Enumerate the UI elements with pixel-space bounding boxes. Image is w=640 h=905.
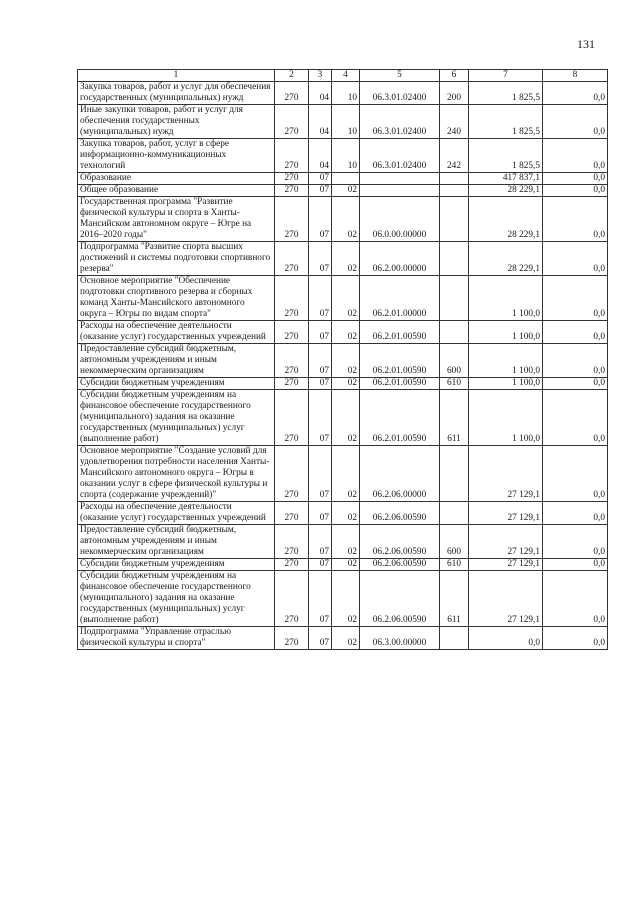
amount-year1-cell: 1 825,5 xyxy=(469,105,543,139)
table-row xyxy=(78,378,608,390)
budget-table xyxy=(77,69,608,650)
subsection-code-cell: 02 xyxy=(332,390,360,446)
subsection-code-cell: 02 xyxy=(332,321,360,344)
ministry-code-cell: 270 xyxy=(275,242,309,276)
header-col-6: 6 xyxy=(440,70,469,82)
expense-type-cell: 242 xyxy=(440,139,469,173)
expense-type-cell xyxy=(440,185,469,197)
expense-type-cell xyxy=(440,321,469,344)
expense-type-cell: 611 xyxy=(440,390,469,446)
expense-type-cell xyxy=(440,242,469,276)
item-name-cell: Государственная программа "Развитие физической культуры и спорта в Ханты-Мансийском автономном округе – Югре на 2016–2020 годы" xyxy=(78,197,275,242)
section-code-cell: 07 xyxy=(309,559,332,571)
subsection-code-cell: 02 xyxy=(332,502,360,525)
target-article-cell: 06.2.01.00590 xyxy=(360,378,440,390)
table-row xyxy=(78,242,608,276)
target-article-cell: 06.0.00.00000 xyxy=(360,197,440,242)
amount-year1-cell: 27 129,1 xyxy=(469,446,543,502)
target-article-cell xyxy=(360,173,440,185)
item-name-cell: Общее образование xyxy=(78,185,275,197)
item-name-cell: Закупка товаров, работ, услуг в сфере информационно-коммуникационных технологий xyxy=(78,139,275,173)
ministry-code-cell: 270 xyxy=(275,105,309,139)
subsection-code-cell: 10 xyxy=(332,105,360,139)
table-header xyxy=(78,70,608,82)
amount-year1-cell: 1 100,0 xyxy=(469,321,543,344)
amount-year2-cell: 0,0 xyxy=(543,197,608,242)
item-name-cell: Иные закупки товаров, работ и услуг для обеспечения государственных (муниципальных) нужд xyxy=(78,105,275,139)
amount-year2-cell: 0,0 xyxy=(543,502,608,525)
target-article-cell: 06.2.06.00590 xyxy=(360,502,440,525)
section-code-cell: 07 xyxy=(309,344,332,378)
amount-year2-cell: 0,0 xyxy=(543,559,608,571)
target-article-cell: 06.2.06.00590 xyxy=(360,571,440,627)
ministry-code-cell: 270 xyxy=(275,571,309,627)
page-number: 131 xyxy=(577,37,595,51)
table-row xyxy=(78,139,608,173)
item-name-cell: Основное мероприятие "Создание условий для удовлетворения потребности населения Ханты-Мансийского автономного округа – Югры в оказании услуг в сфере физической культуры и спорта (содержание учреждений)" xyxy=(78,446,275,502)
section-code-cell: 04 xyxy=(309,105,332,139)
expense-type-cell: 610 xyxy=(440,378,469,390)
amount-year2-cell: 0,0 xyxy=(543,82,608,105)
expense-type-cell: 600 xyxy=(440,525,469,559)
ministry-code-cell: 270 xyxy=(275,344,309,378)
subsection-code-cell: 02 xyxy=(332,276,360,321)
ministry-code-cell: 270 xyxy=(275,627,309,650)
amount-year2-cell: 0,0 xyxy=(543,242,608,276)
amount-year1-cell: 1 825,5 xyxy=(469,139,543,173)
table-row xyxy=(78,502,608,525)
table-row xyxy=(78,82,608,105)
amount-year2-cell: 0,0 xyxy=(543,378,608,390)
item-name-cell: Закупка товаров, работ и услуг для обеспечения государственных (муниципальных) нужд xyxy=(78,82,275,105)
item-name-cell: Основное мероприятие "Обеспечение подготовки спортивного резерва и сборных команд Ханты-Мансийского автономного округа – Югры по видам спорта" xyxy=(78,276,275,321)
section-code-cell: 07 xyxy=(309,627,332,650)
table-row xyxy=(78,105,608,139)
expense-type-cell xyxy=(440,197,469,242)
amount-year1-cell: 1 825,5 xyxy=(469,82,543,105)
table-row xyxy=(78,559,608,571)
table-row xyxy=(78,525,608,559)
item-name-cell: Расходы на обеспечение деятельности (оказание услуг) государственных учреждений xyxy=(78,321,275,344)
amount-year2-cell: 0,0 xyxy=(543,105,608,139)
header-col-3: 3 xyxy=(309,70,332,82)
ministry-code-cell: 270 xyxy=(275,185,309,197)
amount-year1-cell: 27 129,1 xyxy=(469,571,543,627)
amount-year2-cell: 0,0 xyxy=(543,571,608,627)
table-body xyxy=(78,82,608,650)
target-article-cell: 06.2.06.00000 xyxy=(360,446,440,502)
amount-year1-cell: 1 100,0 xyxy=(469,276,543,321)
subsection-code-cell: 02 xyxy=(332,344,360,378)
target-article-cell: 06.3.01.02400 xyxy=(360,105,440,139)
table-row xyxy=(78,571,608,627)
amount-year1-cell: 0,0 xyxy=(469,627,543,650)
amount-year1-cell: 1 100,0 xyxy=(469,378,543,390)
subsection-code-cell: 10 xyxy=(332,82,360,105)
expense-type-cell xyxy=(440,446,469,502)
subsection-code-cell: 02 xyxy=(332,378,360,390)
ministry-code-cell: 270 xyxy=(275,321,309,344)
header-col-1: 1 xyxy=(78,70,275,82)
expense-type-cell: 240 xyxy=(440,105,469,139)
expense-type-cell xyxy=(440,627,469,650)
section-code-cell: 07 xyxy=(309,525,332,559)
section-code-cell: 07 xyxy=(309,502,332,525)
header-col-4: 4 xyxy=(332,70,360,82)
section-code-cell: 07 xyxy=(309,173,332,185)
subsection-code-cell: 10 xyxy=(332,139,360,173)
item-name-cell: Расходы на обеспечение деятельности (оказание услуг) государственных учреждений xyxy=(78,502,275,525)
ministry-code-cell: 270 xyxy=(275,173,309,185)
item-name-cell: Подпрограмма "Развитие спорта высших достижений и системы подготовки спортивного резерва" xyxy=(78,242,275,276)
ministry-code-cell: 270 xyxy=(275,559,309,571)
ministry-code-cell: 270 xyxy=(275,502,309,525)
target-article-cell: 06.2.06.00590 xyxy=(360,559,440,571)
section-code-cell: 07 xyxy=(309,321,332,344)
section-code-cell: 07 xyxy=(309,185,332,197)
subsection-code-cell: 02 xyxy=(332,197,360,242)
ministry-code-cell: 270 xyxy=(275,390,309,446)
header-col-7: 7 xyxy=(469,70,543,82)
amount-year2-cell: 0,0 xyxy=(543,173,608,185)
subsection-code-cell: 02 xyxy=(332,446,360,502)
target-article-cell: 06.2.06.00590 xyxy=(360,525,440,559)
table-row xyxy=(78,321,608,344)
header-col-8: 8 xyxy=(543,70,608,82)
amount-year2-cell: 0,0 xyxy=(543,390,608,446)
target-article-cell: 06.2.01.00590 xyxy=(360,321,440,344)
item-name-cell: Подпрограмма "Управление отраслью физической культуры и спорта" xyxy=(78,627,275,650)
expense-type-cell xyxy=(440,276,469,321)
target-article-cell: 06.3.01.02400 xyxy=(360,139,440,173)
target-article-cell: 06.2.01.00000 xyxy=(360,276,440,321)
amount-year1-cell: 1 100,0 xyxy=(469,390,543,446)
amount-year1-cell: 28 229,1 xyxy=(469,242,543,276)
section-code-cell: 07 xyxy=(309,390,332,446)
table-row xyxy=(78,446,608,502)
amount-year1-cell: 1 100,0 xyxy=(469,344,543,378)
amount-year2-cell: 0,0 xyxy=(543,321,608,344)
expense-type-cell: 611 xyxy=(440,571,469,627)
amount-year2-cell: 0,0 xyxy=(543,344,608,378)
target-article-cell: 06.3.01.02400 xyxy=(360,82,440,105)
amount-year2-cell: 0,0 xyxy=(543,627,608,650)
table-row xyxy=(78,276,608,321)
subsection-code-cell xyxy=(332,173,360,185)
section-code-cell: 07 xyxy=(309,446,332,502)
item-name-cell: Предоставление субсидий бюджетным, автономным учреждениям и иным некоммерческим организациям xyxy=(78,525,275,559)
table-row xyxy=(78,627,608,650)
amount-year2-cell: 0,0 xyxy=(543,276,608,321)
ministry-code-cell: 270 xyxy=(275,446,309,502)
expense-type-cell: 610 xyxy=(440,559,469,571)
section-code-cell: 07 xyxy=(309,242,332,276)
expense-type-cell: 600 xyxy=(440,344,469,378)
target-article-cell: 06.2.01.00590 xyxy=(360,344,440,378)
amount-year1-cell: 27 129,1 xyxy=(469,502,543,525)
section-code-cell: 07 xyxy=(309,197,332,242)
table-row xyxy=(78,185,608,197)
table-row xyxy=(78,390,608,446)
section-code-cell: 04 xyxy=(309,82,332,105)
ministry-code-cell: 270 xyxy=(275,276,309,321)
section-code-cell: 04 xyxy=(309,139,332,173)
header-row xyxy=(78,70,608,82)
section-code-cell: 07 xyxy=(309,276,332,321)
section-code-cell: 07 xyxy=(309,571,332,627)
item-name-cell: Предоставление субсидий бюджетным, автономным учреждениям и иным некоммерческим организациям xyxy=(78,344,275,378)
subsection-code-cell: 02 xyxy=(332,571,360,627)
amount-year2-cell: 0,0 xyxy=(543,185,608,197)
expense-type-cell xyxy=(440,502,469,525)
header-col-2: 2 xyxy=(275,70,309,82)
item-name-cell: Субсидии бюджетным учреждениям на финансовое обеспечение государственного (муниципального) задания на оказание государственных (муниципальных) услуг (выполнение работ) xyxy=(78,571,275,627)
item-name-cell: Образование xyxy=(78,173,275,185)
ministry-code-cell: 270 xyxy=(275,139,309,173)
item-name-cell: Субсидии бюджетным учреждениям на финансовое обеспечение государственного (муниципального) задания на оказание государственных (муниципальных) услуг (выполнение работ) xyxy=(78,390,275,446)
amount-year1-cell: 27 129,1 xyxy=(469,525,543,559)
target-article-cell: 06.2.00.00000 xyxy=(360,242,440,276)
target-article-cell xyxy=(360,185,440,197)
subsection-code-cell: 02 xyxy=(332,185,360,197)
amount-year2-cell: 0,0 xyxy=(543,525,608,559)
table-row xyxy=(78,173,608,185)
ministry-code-cell: 270 xyxy=(275,82,309,105)
subsection-code-cell: 02 xyxy=(332,242,360,276)
amount-year2-cell: 0,0 xyxy=(543,139,608,173)
expense-type-cell xyxy=(440,173,469,185)
expense-type-cell: 200 xyxy=(440,82,469,105)
subsection-code-cell: 02 xyxy=(332,559,360,571)
target-article-cell: 06.3.00.00000 xyxy=(360,627,440,650)
section-code-cell: 07 xyxy=(309,378,332,390)
item-name-cell: Субсидии бюджетным учреждениям xyxy=(78,378,275,390)
amount-year2-cell: 0,0 xyxy=(543,446,608,502)
header-col-5: 5 xyxy=(360,70,440,82)
ministry-code-cell: 270 xyxy=(275,197,309,242)
amount-year1-cell: 27 129,1 xyxy=(469,559,543,571)
table-row xyxy=(78,197,608,242)
amount-year1-cell: 28 229,1 xyxy=(469,197,543,242)
amount-year1-cell: 28 229,1 xyxy=(469,185,543,197)
target-article-cell: 06.2.01.00590 xyxy=(360,390,440,446)
subsection-code-cell: 02 xyxy=(332,627,360,650)
subsection-code-cell: 02 xyxy=(332,525,360,559)
item-name-cell: Субсидии бюджетным учреждениям xyxy=(78,559,275,571)
amount-year1-cell: 417 837,1 xyxy=(469,173,543,185)
ministry-code-cell: 270 xyxy=(275,525,309,559)
ministry-code-cell: 270 xyxy=(275,378,309,390)
table-row xyxy=(78,344,608,378)
